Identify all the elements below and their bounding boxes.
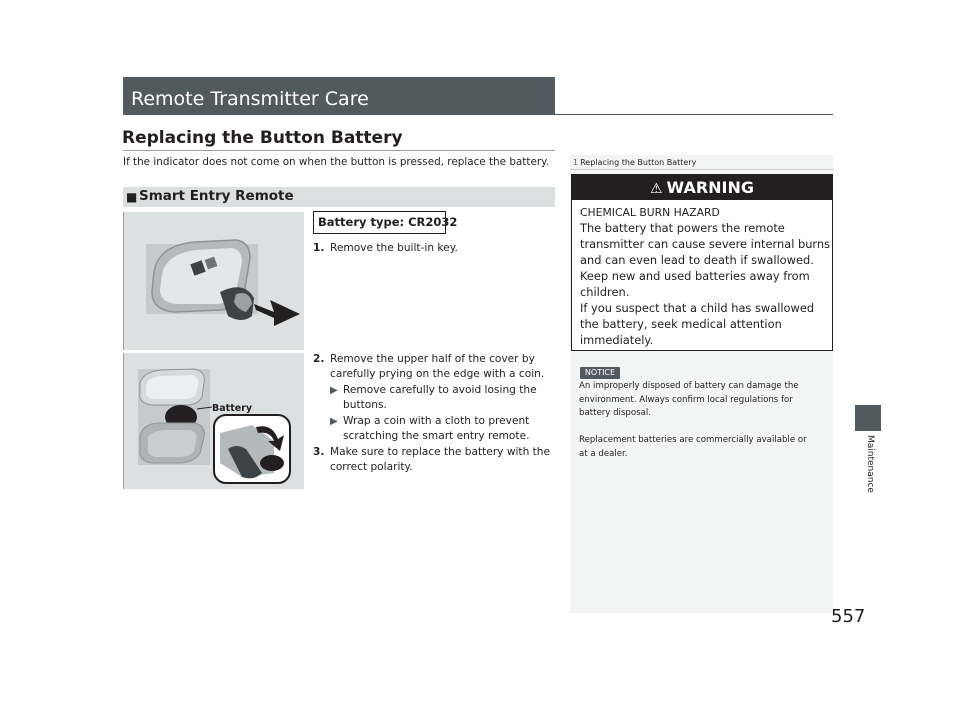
warning-line: The battery that powers the remote <box>580 221 785 235</box>
illustration-remove-key <box>123 212 304 350</box>
sub-step-text: Wrap a coin with a cloth to prevent <box>343 415 530 427</box>
sub-step-1 <box>330 383 537 413</box>
step-number: 1. <box>313 242 325 254</box>
notice-line <box>579 421 807 435</box>
remote-key-illustration <box>124 212 305 350</box>
pull-arrow-icon <box>254 300 300 326</box>
page-number: 557 <box>831 606 866 627</box>
step-text: Remove the built-in key. <box>330 242 458 254</box>
arrow-right-icon: ▶ <box>330 385 338 396</box>
step-text: carefully prying on the edge with a coin. <box>330 368 545 380</box>
sub-step-2 <box>330 414 529 444</box>
subsection-title: Smart Entry Remote <box>139 188 294 204</box>
step-text: correct polarity. <box>330 461 413 473</box>
notice-badge: NOTICE <box>580 367 620 379</box>
section-title: Remote Transmitter Care <box>131 88 369 110</box>
battery-callout-label: Battery <box>212 403 253 414</box>
warning-box <box>571 174 833 351</box>
warning-hazard: CHEMICAL BURN HAZARD <box>580 206 720 219</box>
notice-line: Replacement batteries are commercially available or <box>579 435 807 445</box>
warning-line: children. <box>580 285 630 299</box>
notice-line: An improperly disposed of battery can damage the <box>579 381 799 391</box>
step-text: Make sure to replace the battery with the <box>330 446 551 458</box>
step-text: Remove the upper half of the cover by <box>330 353 535 365</box>
side-reference-title: Replacing the Button Battery <box>580 158 697 167</box>
notice-line: environment. Always confirm local regulations for <box>579 394 793 405</box>
notice-line: battery disposal. <box>579 408 651 418</box>
step-2 <box>313 352 544 382</box>
notice-text <box>579 380 807 461</box>
heading-rule <box>123 150 555 151</box>
warning-line: immediately. <box>580 333 654 347</box>
battery-replace-illustration <box>124 353 305 489</box>
warning-line: If you suspect that a child has swallowed <box>580 301 815 315</box>
reference-marker-icon: 1 <box>573 158 579 167</box>
chapter-tab[interactable] <box>855 405 881 431</box>
warning-triangle-icon: ⚠ <box>649 181 663 197</box>
side-reference-rule <box>570 169 833 170</box>
warning-body <box>580 220 830 348</box>
warning-line: the battery, seek medical attention <box>580 317 782 331</box>
notice-line: at a dealer. <box>579 448 628 459</box>
chapter-tab-label: Maintenance <box>865 435 875 493</box>
step-number: 3. <box>313 446 325 458</box>
sub-step-text: scratching the smart entry remote. <box>343 430 530 442</box>
illustration-battery-replace <box>123 353 304 489</box>
intro-text: If the indicator does not come on when the button is pressed, replace the battery. <box>123 156 550 168</box>
sub-step-text: Remove carefully to avoid losing the <box>343 384 537 396</box>
warning-line: transmitter can cause severe internal burns <box>580 237 831 251</box>
side-reference <box>573 158 696 167</box>
subsection-marker: ■ <box>126 190 138 204</box>
section-header-rule <box>555 114 833 115</box>
step-1 <box>313 241 458 256</box>
step-3 <box>313 445 550 475</box>
warning-label: WARNING <box>666 178 755 197</box>
warning-line: Keep new and used batteries away from <box>580 269 810 283</box>
warning-header <box>572 175 832 200</box>
warning-line: and can even lead to death if swallowed. <box>580 253 814 267</box>
sub-step-text: buttons. <box>343 399 387 411</box>
battery-type-label: Battery type: CR2032 <box>313 211 446 234</box>
page-heading: Replacing the Button Battery <box>122 128 403 148</box>
arrow-right-icon: ▶ <box>330 416 338 427</box>
step-number: 2. <box>313 353 325 365</box>
